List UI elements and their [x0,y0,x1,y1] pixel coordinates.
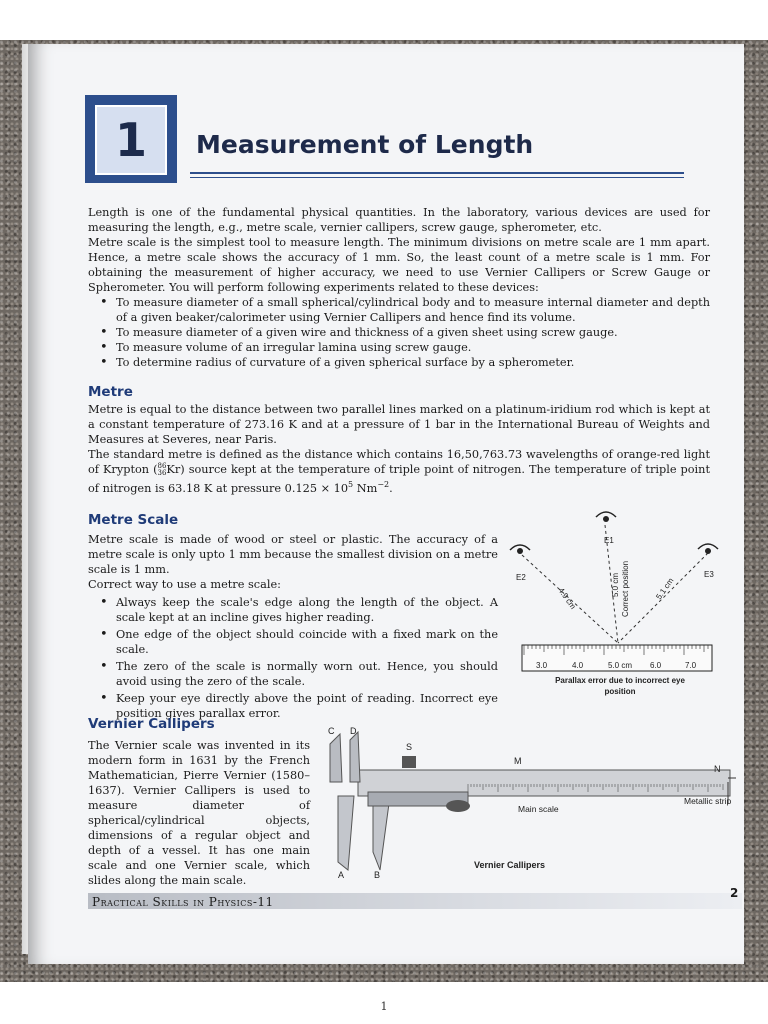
metre-scale-section [88,532,498,721]
list-item: • To measure diameter of a small spherical/cylindrical body and to measure internal diameter and depth of a given beaker/calorimeter using Vernier Callipers and hence find its volume. [88,295,710,325]
eye-label-e3: E3 [704,570,714,579]
intro-section [88,205,710,370]
figure-caption-line1: Parallax error due to incorrect eye [555,676,685,685]
main-scale-label: Main scale [518,804,559,814]
figure-caption-line2: position [604,687,636,696]
metre-scale-paragraph-2: Correct way to use a metre scale: [88,578,281,591]
eye-label-e1: E1 [604,536,614,545]
metre-scale-list [88,595,498,721]
chapter-number-box [85,95,177,183]
intro-paragraph-2: Metre scale is the simplest tool to measure length. The minimum divisions on metre scale are 1 mm apart. Hence, a metre scale shows the accuracy of 1 mm. So, the least count of a metre scale is 1 mm. For obtaining the measurement of higher accuracy, we need to use Vernier Callipers or Screw Gauge or Spherometer. You will perform following experiments related to these devices: [88,236,710,294]
label-b: B [374,870,381,880]
section-heading-vernier: Vernier Callipers [88,716,215,732]
chapter-number: 1 [95,105,167,175]
label-s: S [406,742,413,752]
section-heading-metre-scale: Metre Scale [88,512,179,528]
reading-right: 5.1 cm [654,576,676,602]
lower-jaw-a [338,796,354,870]
list-item: • To measure volume of an irregular lamina using screw gauge. [88,340,710,355]
metallic-strip-label: Metallic strip [684,796,732,806]
scale-tick-label: 6.0 [650,661,662,670]
scale-tick-label: 5.0 cm [608,661,633,670]
label-c: C [328,726,335,736]
page-number: 2 [730,886,739,900]
eye-label-e2: E2 [516,573,526,582]
scale-tick-label: 7.0 [685,661,697,670]
label-n: N [714,764,721,774]
section-heading-metre: Metre [88,384,133,400]
vernier-paragraph: The Vernier scale was invented in its modern form in 1631 by the French Mathematician, Pierre Vernier (1580–1637). Vernier Callipers is used to measure diameter of spherical/cylindrical objects, dimensions of a regular object and depth of a vessel. It has one main scale and one Vernier scale, which slides along the main scale. [88,739,310,887]
eye-icon [596,512,616,522]
footer-title: Practical Skills in Physics-11 [92,895,274,909]
label-a: A [338,870,345,880]
lower-jaw-b [373,796,390,870]
list-item: • To determine radius of curvature of a given spherical surface by a spherometer. [88,355,710,370]
reading-center: 5.0 cm [611,572,620,597]
thumb-knob [446,800,470,812]
vernier-figure-caption: Vernier Callipers [474,860,546,870]
label-d: D [350,726,357,736]
viewer-page-number: 1 [380,1000,388,1013]
list-item: • Keep your eye directly above the point of reading. Incorrect eye position gives parallax error. [88,691,498,721]
list-item: • Always keep the scale's edge along the length of the object. A scale kept at an incline gives higher reading. [88,595,498,625]
metre-paragraph-2: The standard metre is defined as the distance which contains 16,50,763.73 wavelengths of orange-red light of Krypton ( 86 36 Kr) source kept at the temperature of triple point of nitrogen. The temperature of triple point of nitrogen is 63.18 K at pressure $0.125 \times 10^5$ $Nm^{-2}$. [88,448,710,495]
list-item: • The zero of the scale is normally worn out. Hence, you should avoid using the zero of the scale. [88,659,498,689]
correct-position-label: Correct position [621,560,630,617]
reading-left: 4.9 cm [556,585,578,611]
scale-tick-label: 4.0 [572,661,584,670]
metre-scale-paragraph-1: Metre scale is made of wood or steel or plastic. The accuracy of a metre scale is only upto 1 mm because the smallest division on a metre scale is 1 mm. [88,533,498,576]
chapter-title: Measurement of Length [196,130,534,159]
title-rule-thin [190,177,684,178]
metre-section [88,402,710,496]
list-item: • One edge of the object should coincide with a fixed mark on the scale. [88,627,498,657]
metre-paragraph-1: Metre is equal to the distance between two parallel lines marked on a platinum-iridium rod which is kept at a constant temperature of 273.16 K and at a pressure of 1 bar in the International Bureau of Weights and Measures at Severes, near Paris. [88,403,710,446]
upper-jaw-c [330,734,342,782]
eye-icon [698,544,718,554]
screw-s [402,756,416,768]
scale-tick-label: 3.0 [536,661,548,670]
list-item: • To measure diameter of a given wire and thickness of a given sheet using screw gauge. [88,325,710,340]
parallax-figure [500,505,730,705]
experiment-list [88,295,710,370]
vernier-callipers-figure [318,722,743,882]
title-rule [190,172,684,174]
intro-paragraph-1: Length is one of the fundamental physical quantities. In the laboratory, various devices are used for measuring the length, e.g., metre scale, vernier callipers, screw gauge, spherometer, etc. [88,206,710,234]
eye-icon [510,545,530,554]
upper-jaw-d [350,732,360,782]
label-m: M [514,756,522,766]
